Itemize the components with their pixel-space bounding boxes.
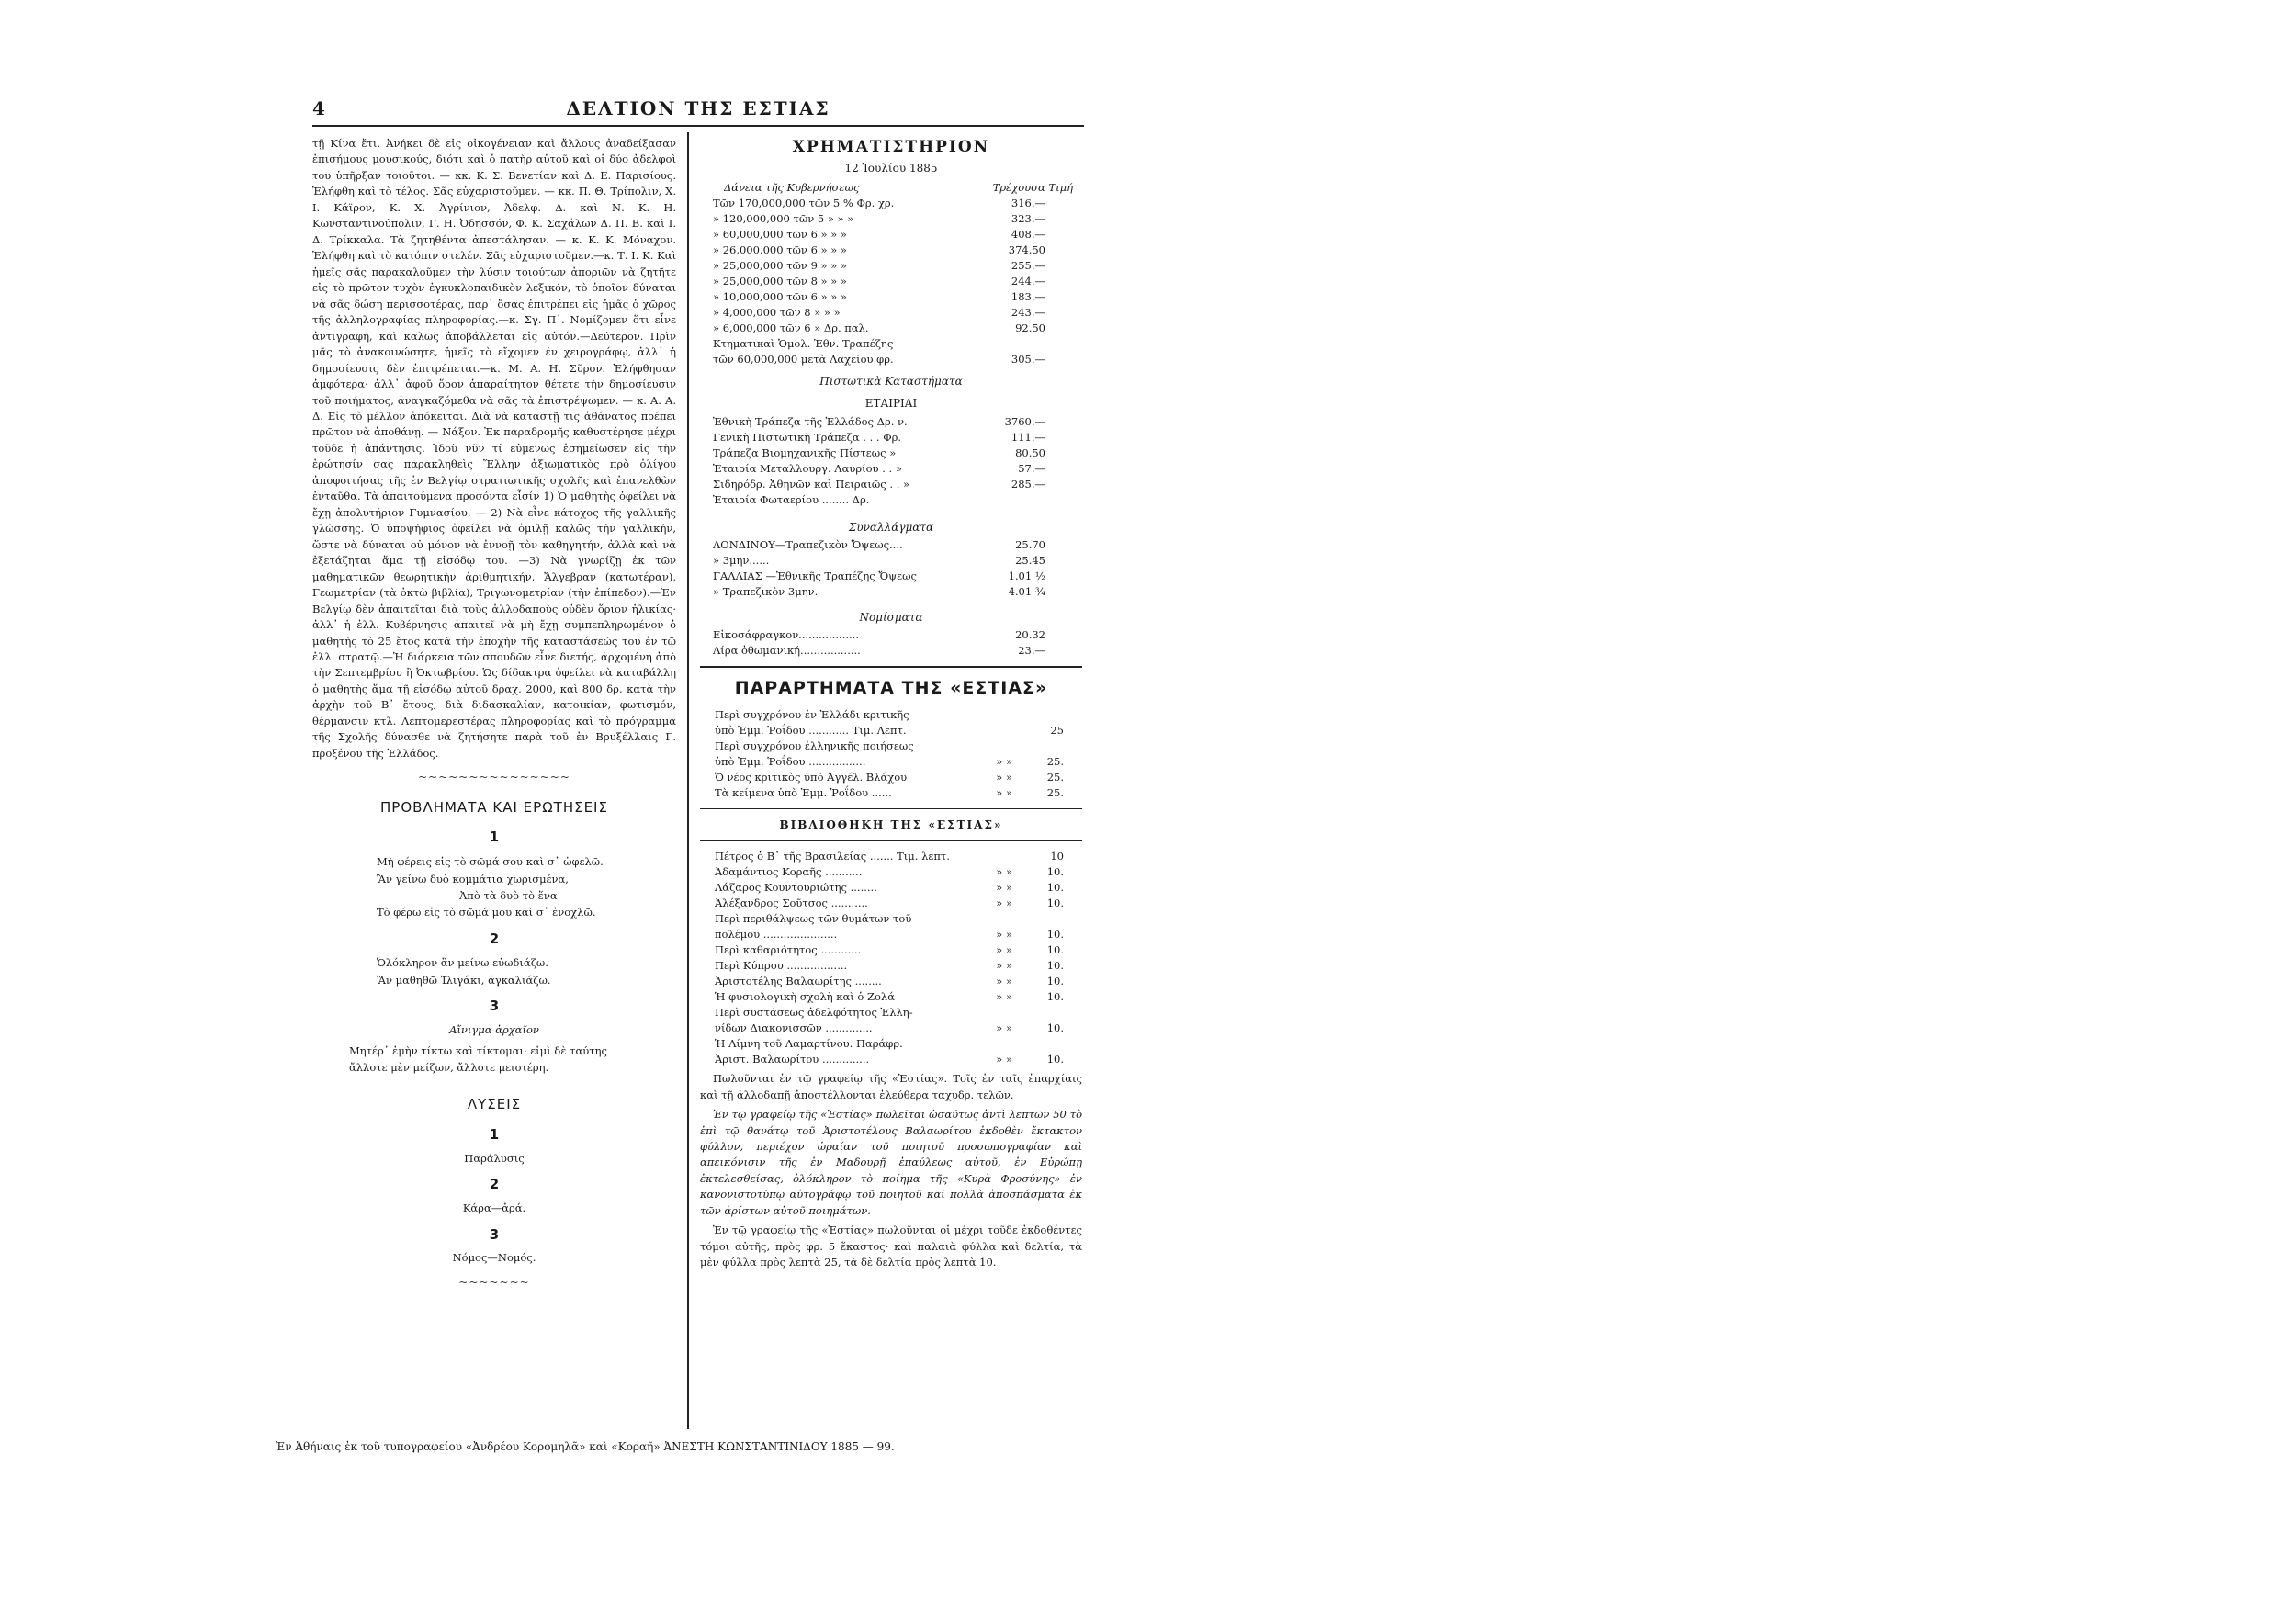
library-row-label: Ἀδαμάντιος Κοραῆς ........... xyxy=(715,865,863,879)
library-row xyxy=(700,1052,1082,1067)
exchange-date: 12 Ἰουλίου 1885 xyxy=(844,161,938,175)
loan-row xyxy=(700,227,1082,242)
library-row-price: 10. xyxy=(1046,897,1064,910)
library-row xyxy=(700,849,1082,864)
library-row-price: 10. xyxy=(1046,975,1064,988)
company-row xyxy=(700,445,1082,461)
company-row xyxy=(700,430,1082,445)
library-row xyxy=(700,958,1082,974)
loan-row xyxy=(700,211,1082,227)
contract-row-label: ΓΑΛΛΙΑΣ —Ἐθνικῆς Τραπέζης Ὄψεως xyxy=(713,569,917,582)
loans-header: Δάνεια τῆς Κυβερνήσεως xyxy=(724,181,860,195)
loan-row-price: 255.— xyxy=(1011,259,1045,273)
company-row-label: Σιδηρόδρ. Ἀθηνῶν καὶ Πειραιῶς . . » xyxy=(713,477,910,491)
library-row-label: νίδων Διακονισσῶν .............. xyxy=(715,1021,873,1035)
company-row-label: Γενικὴ Πιστωτικὴ Τράπεζα . . . Φρ. xyxy=(713,430,902,444)
companies-list xyxy=(700,414,1082,508)
problem-verse xyxy=(312,853,676,921)
company-row xyxy=(700,461,1082,477)
company-row-price: 57.— xyxy=(1018,461,1045,475)
company-row-label: Ἐθνικὴ Τράπεζα τῆς Ἑλλάδος Δρ. ν. xyxy=(713,414,908,428)
coin-row xyxy=(700,643,1082,659)
supplement-row xyxy=(700,739,1082,754)
library-row-label: Λάζαρος Κουντουριώτης ........ xyxy=(715,881,877,895)
library-row-ditto: » » xyxy=(996,1021,1012,1035)
companies-heading: ΕΤΑΙΡΙΑΙ xyxy=(864,397,918,411)
company-row-label: Ἑταιρία Φωταερίου ........ Δρ. xyxy=(713,492,870,506)
coin-row-label: Λίρα ὀθωμανική.................. xyxy=(713,644,861,657)
verse-line: Ὁλόκληρον ἂν μείνω εὐωδιάζω. xyxy=(377,956,548,970)
loans-list xyxy=(700,196,1082,336)
section-rule xyxy=(700,666,1082,668)
loan-row xyxy=(700,242,1082,258)
supplement-row xyxy=(700,770,1082,785)
supplement-row-ditto: » » xyxy=(996,785,1012,799)
mortgage-label: τῶν 60,000,000 μετὰ Λαχείου φρ. xyxy=(713,353,894,367)
loan-row-label: » 120,000,000 τῶν 5 » » » xyxy=(713,212,854,226)
contract-row-price: 25.45 xyxy=(1015,553,1045,567)
loan-row-price: 244.— xyxy=(1011,275,1045,288)
loan-row-price: 374.50 xyxy=(1008,243,1045,257)
supplement-row-label: Περὶ συγχρόνου ἑλληνικῆς ποιήσεως xyxy=(715,739,914,752)
coins-list xyxy=(700,627,1082,659)
library-row-label: Ἀλέξανδρος Σοῦτσος ........... xyxy=(715,897,868,910)
problem-number: 3 xyxy=(489,998,500,1015)
library-row-label: Περὶ συστάσεως ἀδελφότητος Ἑλλη- xyxy=(715,1006,913,1020)
notice-text: Ἐν τῷ γραφείῳ τῆς «Ἑστίας» πωλοῦνται οἱ μέχρι τοῦδε ἐκδοθέντες τόμοι αὐτῆς, πρὸς φρ. 5 ἕκαστος· καὶ παλαιὰ φύλλα καὶ δελτία, τὰ μὲν φύλλα πρὸς λεπτὰ 25, τὰ δὲ δελτία πρὸς λεπτὰ 10. xyxy=(700,1224,1082,1269)
right-column xyxy=(700,136,1082,1275)
solution-text: Παράλυσις xyxy=(464,1151,525,1165)
credit-heading: Πιστωτικὰ Καταστήματα xyxy=(819,375,963,389)
company-row-price: 111.— xyxy=(1011,430,1045,444)
supplement-row xyxy=(700,754,1082,770)
supplement-row-price: 25. xyxy=(1046,770,1064,784)
solution-text: Νόμος—Νομός. xyxy=(452,1251,536,1265)
loan-row xyxy=(700,321,1082,336)
price-header: Τρέχουσα Τιμή xyxy=(992,181,1073,195)
contract-row xyxy=(700,584,1082,600)
library-row-label: Περὶ Κύπρου .................. xyxy=(715,959,848,973)
section-ornament: ~~~~~~~~~~~~~~~ xyxy=(418,771,570,784)
running-head xyxy=(312,97,1084,127)
mortgage-label: Κτηματικαὶ Ὁμολ. Ἐθν. Τραπέζης xyxy=(713,337,894,351)
library-row xyxy=(700,911,1082,927)
loan-row-label: » 4,000,000 τῶν 8 » » » xyxy=(713,306,841,320)
notice-text: Πωλοῦνται ἐν τῷ γραφείῳ τῆς «Ἑστίας». Τοῖς ἐν ταῖς ἐπαρχίαις καὶ τῇ ἀλλοδαπῇ ἀποστέλλονται ἐλεύθερα ταχυδρ. τελῶν. xyxy=(700,1072,1082,1101)
company-row xyxy=(700,414,1082,430)
library-row xyxy=(700,927,1082,942)
exchange-title: ΧΡΗΜΑΤΙΣΤΗΡΙΟΝ xyxy=(792,138,990,156)
loan-row-label: Τῶν 170,000,000 τῶν 5 % Φρ. χρ. xyxy=(713,197,895,210)
library-row-label: Περὶ καθαριότητος ............ xyxy=(715,943,862,957)
library-title: ΒΙΒΛΙΟΘΗΚΗ ΤΗΣ «ΕΣΤΙΑΣ» xyxy=(779,818,1003,831)
coin-row xyxy=(700,627,1082,643)
contract-row xyxy=(700,569,1082,584)
company-row-price: 3760.— xyxy=(1004,414,1045,428)
verse-line: Μὴ φέρεις εἰς τὸ σῶμά σου καὶ σ᾿ ὠφελῶ. xyxy=(377,855,604,869)
contract-row-label: » 3μην...... xyxy=(713,553,770,567)
mortgage-price: 305.— xyxy=(1011,353,1045,367)
loan-row xyxy=(700,258,1082,274)
loan-row-label: » 26,000,000 τῶν 6 » » » xyxy=(713,243,847,257)
library-row-price: 10. xyxy=(1046,1053,1064,1066)
page-number: 4 xyxy=(312,97,325,119)
supplements-title: ΠΑΡΑΡΤΗΜΑΤΑ ΤΗΣ «ΕΣΤΙΑΣ» xyxy=(734,678,1048,698)
supplement-row-ditto: » » xyxy=(996,770,1012,784)
supplement-row-label: ὑπὸ Ἐμμ. Ῥοΐδου ................. xyxy=(715,754,866,768)
contract-row xyxy=(700,553,1082,569)
library-row-price: 10. xyxy=(1046,990,1064,1004)
supplement-row-label: ὑπὸ Ἐμμ. Ῥοΐδου ............ Τιμ. Λεπτ. xyxy=(715,723,907,737)
loan-row-label: » 6,000,000 τῶν 6 » Δρ. παλ. xyxy=(713,321,869,335)
library-row-ditto: » » xyxy=(996,881,1012,895)
supplement-row-label: Περὶ συγχρόνου ἐν Ἑλλάδι κριτικῆς xyxy=(715,707,909,721)
library-row-ditto: » » xyxy=(996,865,1012,879)
page-title: ΔΕΛΤΙΟΝ ΤΗΣ ΕΣΤΙΑΣ xyxy=(566,97,830,119)
library-row xyxy=(700,896,1082,911)
loan-row xyxy=(700,289,1082,305)
supplement-row xyxy=(700,723,1082,739)
library-row-price: 10. xyxy=(1046,1021,1064,1035)
newspaper-page xyxy=(276,92,1084,1488)
library-row xyxy=(700,974,1082,989)
library-row-ditto: » » xyxy=(996,928,1012,942)
loan-row-price: 316.— xyxy=(1011,197,1045,210)
library-row xyxy=(700,880,1082,896)
library-row-label: πολέμου ...................... xyxy=(715,928,838,942)
library-row xyxy=(700,1021,1082,1036)
company-row xyxy=(700,492,1082,508)
verse-line: ἄλλοτε μὲν μείζων, ἄλλοτε μειοτέρη. xyxy=(349,1060,549,1074)
loan-row-price: 323.— xyxy=(1011,212,1045,226)
contracts-heading: Συναλλάγματα xyxy=(848,520,934,534)
library-row-price: 10 xyxy=(1050,850,1064,863)
company-row-label: Ἑταιρία Μεταλλουργ. Λαυρίου . . » xyxy=(713,461,902,475)
coin-row-price: 23.— xyxy=(1018,644,1045,657)
loan-row xyxy=(700,274,1082,289)
supplement-row-label: Τὰ κείμενα ὑπὸ Ἐμμ. Ῥοΐδου ...... xyxy=(715,785,892,799)
column-divider xyxy=(687,132,689,1429)
solution-number: 3 xyxy=(489,1225,500,1243)
problem-number: 1 xyxy=(489,829,500,846)
company-row-label: Τράπεζα Βιομηχανικῆς Πίστεως » xyxy=(713,445,897,459)
supplements-list xyxy=(700,707,1082,801)
library-row-price: 10. xyxy=(1046,928,1064,942)
supplement-row-label: Ὁ νέος κριτικὸς ὑπὸ Ἀγγέλ. Βλάχου xyxy=(715,770,908,784)
library-row-label: Ἀριστ. Βαλαωρίτου .............. xyxy=(715,1053,870,1066)
loan-row-price: 243.— xyxy=(1011,306,1045,320)
company-row xyxy=(700,477,1082,492)
verse-line: Τὸ φέρω εἰς τὸ σῶμά μου καὶ σ᾿ ἐνοχλῶ. xyxy=(377,906,596,919)
company-row-price: 80.50 xyxy=(1015,445,1045,459)
problem-verse xyxy=(312,954,676,988)
supplement-row-price: 25. xyxy=(1046,754,1064,768)
verse-line: Ἂν γείνω δυὸ κομμάτια χωρισμένα, xyxy=(377,872,569,885)
library-list xyxy=(700,849,1082,1067)
mortgage-row xyxy=(700,336,1082,352)
loan-row xyxy=(700,196,1082,211)
colophon: Ἐν Ἀθήναις ἐκ τοῦ τυπογραφείου «Ἀνδρέου Κορομηλᾶ» καὶ «Κοραῆ» ἈΝΕΣΤΗ ΚΩΝΣΤΑΝΤΙΝΙΔΟΥ 1885 — 99. xyxy=(276,1440,895,1453)
problem-verse xyxy=(312,1043,676,1077)
contract-row-price: 25.70 xyxy=(1015,537,1045,551)
library-row-label: Πέτρος ὁ Β᾿ τῆς Βρασιλείας ....... Τιμ. λεπτ. xyxy=(715,850,950,863)
coin-row-price: 20.32 xyxy=(1015,628,1045,641)
supplement-row-price: 25. xyxy=(1046,785,1064,799)
verse-line: Μητέρ᾿ ἐμὴν τίκτω καὶ τίκτομαι· εἰμὶ δὲ ταύτης xyxy=(349,1043,607,1057)
riddle-heading: Αἴνιγμα ἀρχαῖον xyxy=(449,1023,539,1037)
solution-number: 2 xyxy=(489,1176,500,1193)
library-row-label: Ἀριστοτέλης Βαλαωρίτης ........ xyxy=(715,975,882,988)
mortgage-row xyxy=(700,352,1082,367)
loans-header-row xyxy=(700,180,1082,196)
library-row xyxy=(700,942,1082,958)
loan-row-price: 183.— xyxy=(1011,290,1045,304)
loan-row-label: » 60,000,000 τῶν 6 » » » xyxy=(713,228,847,242)
contract-row-label: » Τραπεζικὸν 3μην. xyxy=(713,584,819,598)
solution-text: Κάρα—ἀρά. xyxy=(462,1201,526,1215)
solution-number: 1 xyxy=(489,1126,500,1144)
supplement-row-ditto: » » xyxy=(996,754,1012,768)
library-row xyxy=(700,1036,1082,1052)
supplement-row-price: 25 xyxy=(1050,723,1064,737)
company-row-price: 285.— xyxy=(1011,477,1045,491)
end-ornament: ~~~~~~~ xyxy=(458,1275,530,1289)
library-row-price: 10. xyxy=(1046,865,1064,879)
library-row xyxy=(700,989,1082,1005)
contract-row-price: 4.01 ¾ xyxy=(1008,584,1045,598)
loan-row-price: 408.— xyxy=(1011,228,1045,242)
library-row-ditto: » » xyxy=(996,975,1012,988)
section-rule xyxy=(700,840,1082,841)
contract-row-price: 1.01 ½ xyxy=(1008,569,1045,582)
contracts-list xyxy=(700,537,1082,600)
correspondence-text: τῇ Κίνα ἔτι. Ἀνήκει δὲ εἰς οἰκογένειαν καὶ ἄλλους ἀναδείξασαν ἐπισήμους μουσικούς, διότι καὶ ὁ πατὴρ αὐτοῦ καὶ οἱ δύο ἀδελφοὶ του ὑπῆρξαν τοιοῦτοι. — κκ. Κ. Σ. Βενετίαν καὶ Δ. Ε. Παρισίους. Ἐλήφθη καὶ τὸ τέλος. Σᾶς εὐχαριστοῦμεν. — κκ. Π. Θ. Τρίπολιν, Χ. Ι. Κάϊρον, Κ. Χ. Ἀγρίνιον, Ἀδελφ. Δ. καὶ Ν. Κ. Η. Κωνσταντινούπολιν, Γ. Η. Ὀδησσόν, Φ. Κ. Σαχάλων Δ. Π. Β. καὶ Ι. Δ. Τρίκκαλα. Τὰ ζητηθέντα ἀπεστάλησαν. — κ. Κ. Κ. Μόναχον. Ἐλήφθη καὶ τὸ κατόπιν στελέν. Σᾶς εὐχαριστοῦμεν.—κ. Τ. Ι. Κ. Καὶ ἡμεῖς σᾶς παρακαλοῦμεν τὴν λύσιν τοιούτων ἀποριῶν νὰ ζητῆτε εἰς τὸ πρῶτον τυχὸν ἐγκυκλοπαιδικὸν λεξικόν, τὸ ὁποῖον δύναται νὰ σᾶς δώσῃ περισσοτέρας, παρ᾿ ὅσας ἐπιτρέπει εἰς ἡμᾶς ὁ χῶρος τῆς ἀλληλογραφίας πληροφορίας.—κ. Σγ. Π᾿. Νομίζομεν ὅτι εἶνε ἀντιγραφή, καὶ καλῶς ἀποβάλλεται εἰς αὐτόν.—Δεύτερον. Πρὶν μᾶς τὸ ἀνακοινώσητε, ἡμεῖς τὸ εἴχομεν ἐν χειρογράφῳ, ἀλλ᾿ ἡ δημοσίευσις δὲν ἐπιτρέπεται.—κ. Μ. Α. Η. Σῦρον. Ἐλήφθησαν ἀμφότερα· ἀλλ᾿ ἀφοῦ ὅρον ἀπαραίτητον θέτετε τὴν δημοσίευσιν τοῦ ποιήματος, ἀναγκαζόμεθα νὰ σᾶς τὰ ἐπιστρέψωμεν. — κ. Α. Α. Δ. Εἰς τὸ μέλλον ἀπόκειται. Διὰ νὰ καταστῇ τις ἀθάνατος πρέπει πρῶτον νὰ ἀποθάνῃ. — Νάξον. Ἐκ παραδρομῆς καθυστέρησε μέχρι τοῦδε ἡ ἀπάντησις. Ἰδοὺ νῦν τί εὐμενῶς ἐσημείωσεν εἰς τὴν ἐρώτησίν σας παρακληθεὶς Ἕλλην ἀξιωματικὸς πρὸ ὀλίγου ἀποφοιτήσας τῆς ἐν Βελγίῳ στρατιωτικῆς σχολῆς καὶ ἐπανελθὼν ἐνταῦθα. Τὰ ἀπαιτούμενα προσόντα εἶσίν 1) Ὁ μαθητὴς ὀφείλει νὰ ἔχῃ ἀπολυτήριον Γυμνασίου. — 2) Νὰ εἶνε κάτοχος τῆς γαλλικῆς γλώσσης. Ὁ ὑποψήφιος ὀφείλει νὰ ὁμιλῇ καλῶς τὴν γαλλικήν, ὥστε νὰ δύναται οὐ μόνον νὰ ἐννοῇ τὸν καθηγητήν, ἀλλὰ καὶ νὰ ἐξετάζηται ἅμα τῇ εἰσόδῳ του. —3) Νὰ γνωρίζῃ ἐκ τῶν μαθηματικῶν θεωρητικὴν ἀριθμητικήν, Ἄλγεβραν (κατωτέραν), Γεωμετρίαν (τὰ ὀκτὼ βιβλία), Τριγωνομετρίαν (τὴν ἐπίπεδον).—Ἐν Βελγίῳ δὲν ἀπαιτεῖται διὰ τοὺς ἀλλοδαποὺς οὐδὲν ὅριον ἡλικίας· ἀλλ᾿ ἡ ἐλλ. Κυβέρνησις ἀπαιτεῖ νὰ μὴ ἔχῃ συμπεπληρωμένον ὁ μαθητὴς τὸ 25 ἔτος κατὰ τὴν ἐποχὴν τῆς καταστάσεώς του ἐν τῷ ἐλλ. στρατῷ.—Ἡ διάρκεια τῶν σπουδῶν εἶνε διετής, ἀρχομένη ἀπὸ τὴν Σεπτεμβρίου ἢ Ὀκτωβρίου. Ὡς δίδακτρα ὀφείλει νὰ καταβάλλῃ ὁ μαθητὴς ἅμα τῇ εἰσόδῳ αὐτοῦ δραχ. 2000, καὶ 800 δρ. κατὰ τὴν ἀρχὴν τοῦ Β᾿ ἔτους, διὰ διδασκαλίαν, κατοικίαν, φωτισμόν, θέρμανσιν κτλ. Λεπτομερεστέρας πληροφορίας καὶ τὸ πρόγραμμα τῆς Σχολῆς δύνασθε νὰ ζητήσητε παρὰ τοῦ ἐν Βρυξέλλαις Γ. προξένου τῆς Ἑλλάδος. xyxy=(312,137,676,760)
loan-row-price: 92.50 xyxy=(1015,321,1045,335)
library-row-label: Ἡ Λίμνη τοῦ Λαμαρτίνου. Παράφρ. xyxy=(715,1037,903,1051)
loan-row-label: » 25,000,000 τῶν 8 » » » xyxy=(713,275,847,288)
coin-row-label: Εἰκοσάφραγκον.................. xyxy=(713,628,859,641)
loan-row-label: » 10,000,000 τῶν 6 » » » xyxy=(713,290,847,304)
contract-row xyxy=(700,537,1082,553)
library-row-price: 10. xyxy=(1046,881,1064,895)
library-row-label: Ἡ φυσιολογικὴ σχολὴ καὶ ὁ Ζολά xyxy=(715,990,895,1004)
library-row-label: Περὶ περιθάλψεως τῶν θυμάτων τοῦ xyxy=(715,912,912,926)
loan-row xyxy=(700,305,1082,321)
library-row-ditto: » » xyxy=(996,959,1012,973)
library-row-price: 10. xyxy=(1046,943,1064,957)
section-rule xyxy=(700,808,1082,809)
notice-text: Ἐν τῷ γραφείῳ τῆς «Ἑστίας» πωλεῖται ὡσαύτως ἀντὶ λεπτῶν 50 τὸ ἐπὶ τῷ θανάτῳ τοῦ Ἀριστοτέλους Βαλαωρίτου ἐκδοθὲν ἔκτακτον φύλλον, περιέχον ὡραίαν τοῦ ποιητοῦ προσωπογραφίαν καὶ απεικόνισιν τῆς ἐν Μαδουρῇ ἐπαύλεως αὐτοῦ, ἐν Εὐρώπῃ ἐκτελεσθείσας, ὁλόκληρον τὸ ποίημα τῆς «Κυρὰ Φροσύνης» ἐν κανονιστοτύπῳ αὐτογράφῳ τοῦ ποιητοῦ καὶ πολλὰ ἀποσπάσματα ἐκ τῶν ἀρίστων αὐτοῦ ποιημάτων. xyxy=(700,1108,1082,1217)
library-row-ditto: » » xyxy=(996,1053,1012,1066)
library-row xyxy=(700,1005,1082,1021)
solutions-heading: ΛΥΣΕΙΣ xyxy=(467,1096,522,1113)
loan-row-label: » 25,000,000 τῶν 9 » » » xyxy=(713,259,847,273)
coins-heading: Νομίσματα xyxy=(859,610,923,624)
left-column xyxy=(312,136,676,1298)
supplement-row xyxy=(700,707,1082,723)
problems-heading: ΠΡΟΒΛΗΜΑΤΑ ΚΑΙ ΕΡΩΤΗΣΕΙΣ xyxy=(380,798,608,816)
contract-row-label: ΛΟΝΔΙΝΟΥ—Τραπεζικὸν Ὄψεως.... xyxy=(713,537,903,551)
supplement-row xyxy=(700,785,1082,801)
verse-line: Ἂν μαθηθῶ Ἰλιγάκι, ἀγκαλιάζω. xyxy=(377,973,551,987)
verse-line: Ἀπὸ τὰ δυὸ τὸ ἕνα xyxy=(459,888,558,902)
library-row-ditto: » » xyxy=(996,943,1012,957)
library-row-ditto: » » xyxy=(996,990,1012,1004)
library-row xyxy=(700,864,1082,880)
library-row-price: 10. xyxy=(1046,959,1064,973)
library-row-ditto: » » xyxy=(996,897,1012,910)
problem-number: 2 xyxy=(489,930,500,947)
